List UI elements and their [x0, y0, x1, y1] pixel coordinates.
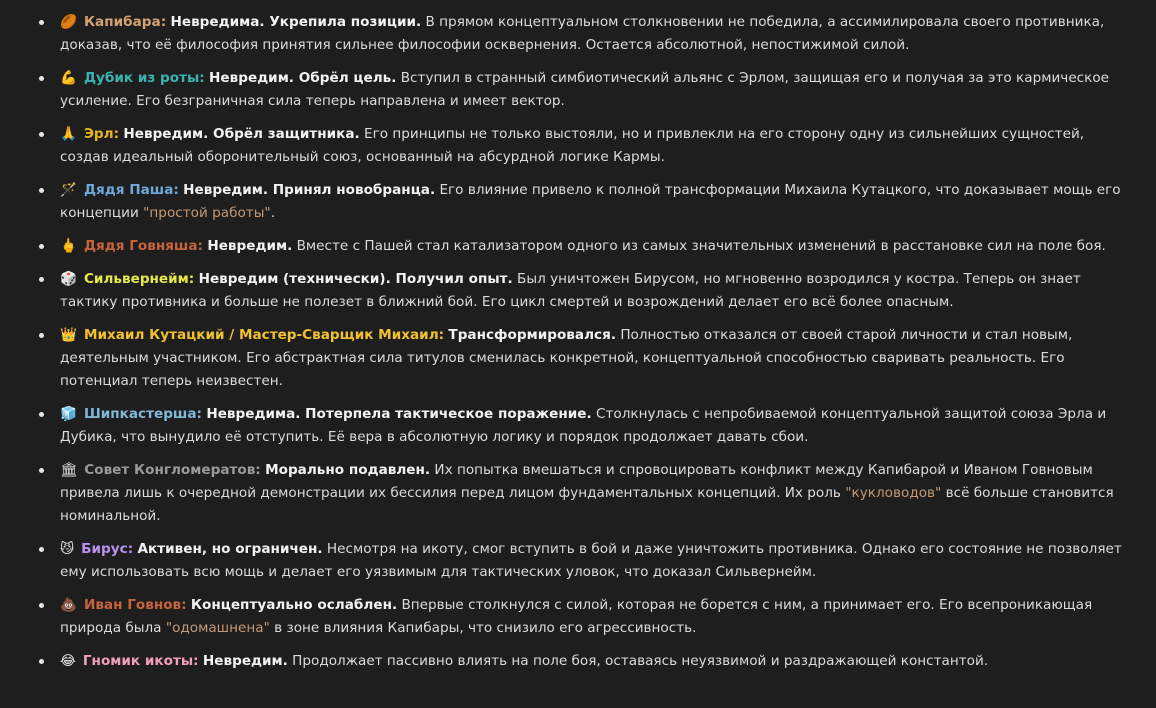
list-item [60, 268, 1126, 314]
character-status: Невредим (технически). Получил опыт. [198, 271, 513, 287]
quoted-term: "простой работы" [143, 205, 271, 221]
quoted-term: "кукловодов" [845, 485, 942, 501]
character-description-end: всё больше становится номинальной. [60, 485, 1114, 524]
character-description: Продолжает пассивно влиять на поле боя, оставаясь неуязвимой и раздражающей константой. [287, 653, 989, 669]
character-name: Дубик из роты: [83, 70, 205, 86]
character-description: Столкнулась с непробиваемой концептуальной защитой союза Эрла и Дубика, что вынудило её отступить. Её вера в абсолютную логику и порядок продолжает давать сбои. [60, 406, 1107, 445]
character-description-end: в зоне влияния Капибары, что снизило его агрессивность. [269, 620, 697, 636]
character-name: Дядя Говняша: [83, 238, 203, 254]
character-name: Иван Говнов: [83, 597, 187, 613]
list-item [60, 650, 1126, 673]
character-name: Шипкастерша: [83, 406, 202, 422]
list-item [60, 594, 1126, 640]
list-item [60, 235, 1126, 258]
character-name: Дядя Паша: [83, 182, 179, 198]
character-description: Их попытка вмешаться и спровоцировать конфликт между Капибарой и Иваном Говновым привела лишь к очередной демонстрации их бессилия перед лицом фундаментальных концепций. Их роль [60, 462, 1093, 501]
list-item [60, 11, 1126, 57]
character-name: Сильвернейм: [83, 271, 195, 287]
character-status: Активен, но ограничен. [137, 541, 323, 557]
character-name: Михаил Кутацкий / Мастер-Сварщик Михаил: [83, 327, 445, 343]
character-name: Капибара: [83, 14, 167, 30]
character-status: Невредима. Укрепила позиции. [170, 14, 422, 30]
list-item [60, 538, 1126, 584]
poop-icon: 💩 [60, 597, 77, 613]
character-status: Невредим. [207, 238, 293, 254]
magic-wand-icon: 🪄 [60, 182, 77, 198]
list-item [60, 459, 1126, 528]
folded-hands-icon: 🙏 [60, 126, 77, 142]
character-description-end: . [270, 205, 276, 221]
flexed-biceps-icon: 💪 [60, 70, 77, 86]
ice-cube-icon: 🧊 [60, 406, 77, 422]
character-description: Его принципы не только выстояли, но и привлекли на его сторону одну из сильнейших сущностей, создав идеальный оборонительный союз, основанный на абсурдной логике Кармы. [60, 126, 1085, 165]
character-name: Эрл: [83, 126, 120, 142]
character-description: Его влияние привело к полной трансформации Михаила Кутацкого, что доказывает мощь его концепции [60, 182, 1121, 221]
character-name: Бирус: [81, 541, 134, 557]
hand-gesture-icon: 🖕 [60, 238, 77, 254]
character-status: Невредима. Потерпела тактическое поражение. [206, 406, 592, 422]
character-name: Совет Конгломератов: [84, 462, 261, 478]
crown-icon: 👑 [60, 327, 77, 343]
character-description: Впервые столкнулся с силой, которая не борется с ним, а принимает его. Его всепроникающая природа была [60, 597, 1093, 636]
character-description: В прямом концептуальном столкновении не победила, а ассимилировала своего противника, доказав, что её философия принятия сильнее философии осквернения. Остается абсолютной, непостижимой силой. [60, 14, 1105, 53]
character-status: Невредим. Принял новобранца. [183, 182, 436, 198]
character-description: Полностью отказался от своей старой личности и стал новым, деятельным участником. Его абстрактная сила титулов сменилась конкретной, концептуальной способностью сваривать реальность. Его потенциал теперь неизвестен. [60, 327, 1073, 389]
cat-face-icon: 😼 [60, 541, 75, 557]
list-item [60, 403, 1126, 449]
character-description: Несмотря на икоту, смог вступить в бой и даже уничтожить противника. Однако его состояние не позволяет ему использовать всю мощь и делает его уязвимым для тактических уловок, что доказал Сильвернейм. [60, 541, 1122, 580]
character-status: Невредим. Обрёл цель. [209, 70, 397, 86]
character-description: Вступил в странный симбиотический альянс с Эрлом, защищая его и получая за это кармическое усиление. Его безграничная сила теперь направлена и имеет вектор. [60, 70, 1110, 109]
character-status: Концептуально ослаблен. [190, 597, 398, 613]
tears-of-joy-icon: 😂 [60, 653, 76, 669]
list-item [60, 179, 1126, 225]
list-item [60, 324, 1126, 393]
list-item [60, 123, 1126, 169]
quoted-term: "одомашнена" [165, 620, 270, 636]
character-description: Вместе с Пашей стал катализатором одного из самых значительных изменений в расстановке сил на поле боя. [292, 238, 1106, 254]
classical-building-icon: 🏛 [60, 462, 78, 478]
character-status: Невредим. Обрёл защитника. [123, 126, 360, 142]
character-status: Невредим. [202, 653, 288, 669]
character-description: Был уничтожен Бирусом, но мгновенно возродился у костра. Теперь он знает тактику противника и больше не полезет в ближний бой. Его цикл смертей и возрождений делает его всё более опасным. [60, 271, 1081, 310]
character-name: Гномик икоты: [82, 653, 199, 669]
character-status: Трансформировался. [448, 327, 616, 343]
rugby-ball-icon: 🏉 [60, 14, 77, 30]
list-item [60, 67, 1126, 113]
character-status: Морально подавлен. [265, 462, 431, 478]
game-die-icon: 🎲 [60, 271, 77, 287]
